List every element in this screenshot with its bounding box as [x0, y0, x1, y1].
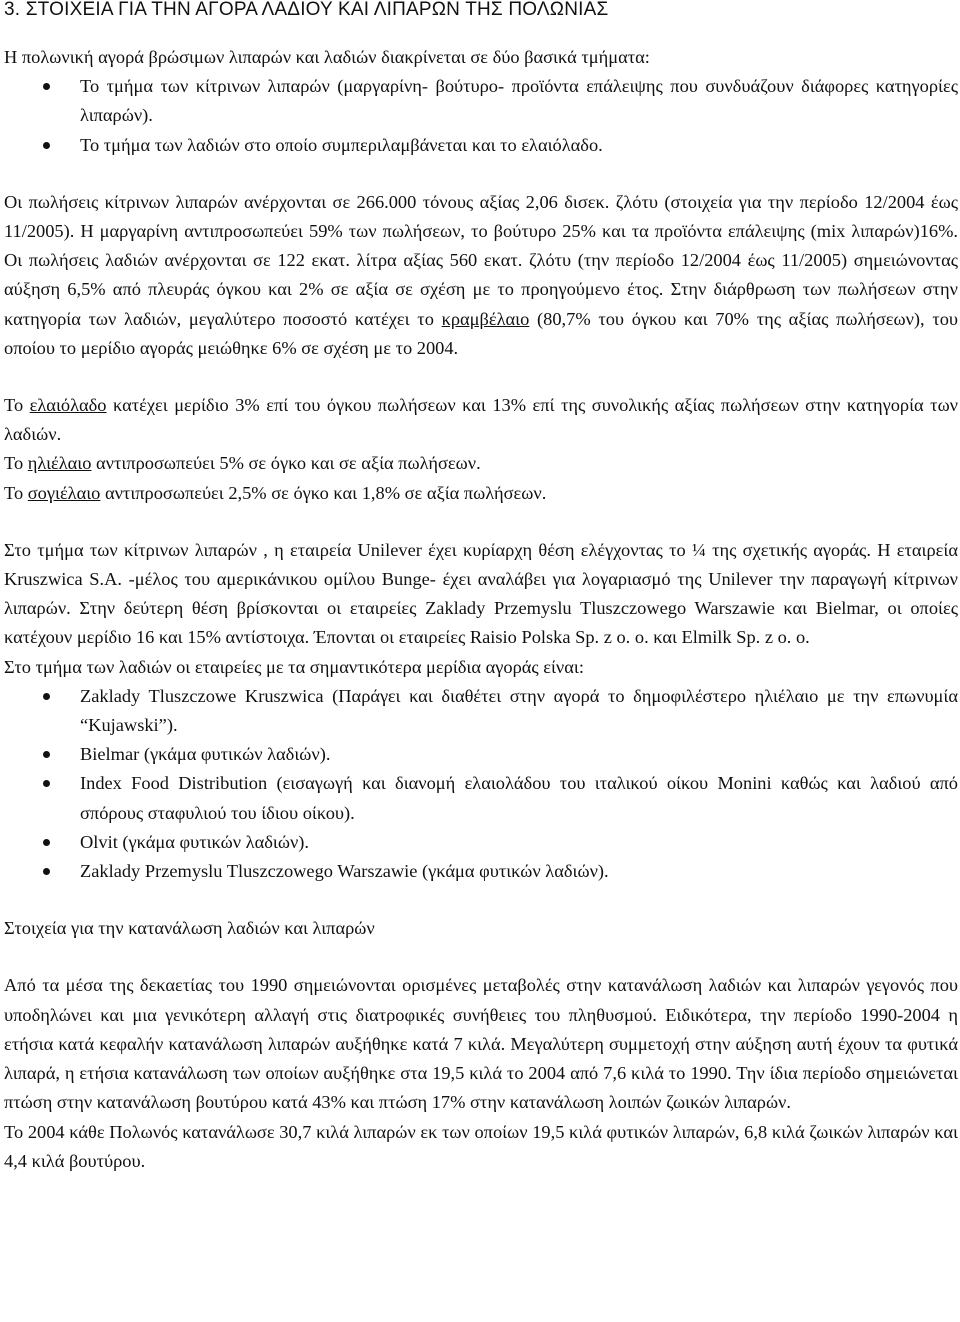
list-item: Το τμήμα των λαδιών στο οποίο συμπεριλαμβάνεται και το ελαιόλαδο. [80, 131, 958, 160]
consumption-heading: Στοιχεία για την κατανάλωση λαδιών και λιπαρών [4, 918, 375, 939]
soybean-oil-paragraph [4, 479, 958, 508]
consumption-2004-paragraph: Το 2004 κάθε Πολωνός κατανάλωσε 30,7 κιλά λιπαρών εκ των οποίων 19,5 κιλά φυτικών λιπαρών, 6,8 κιλά ζωικών λιπαρών και 4,4 κιλά βουτύρου. [4, 1121, 958, 1171]
list-item: Olvit (γκάμα φυτικών λαδιών). [80, 828, 958, 857]
sunflower-pre: Το [4, 453, 28, 474]
yellow-fats-paragraph: Στο τμήμα των κίτρινων λιπαρών , η εταιρεία Unilever έχει κυρίαρχη θέση ελέγχοντας το ¼ της σχετικής αγοράς. Η εταιρεία Kruszwica S.A. -μέλος του αμερικάνικου ομίλου Bunge- έχει αναλάβει για λογαριασμό της Unilever την παραγωγή κίτρινων λιπαρών. Στην δεύτερη θέση βρίσκονται οι εταιρείες Zaklady Przemyslu Tluszczowego Warszawie και Bielmar, οι οποίες κατέχουν μερίδιο 16 και 15% αντίστοιχα. Έπονται οι εταιρείες Raisio Polska Sp. z o. o. και Elmilk Sp. z o. o. [4, 539, 958, 648]
list-item: Το τμήμα των κίτρινων λιπαρών (μαργαρίνη- βούτυρο- προϊόντα επάλειψης που συνδυάζουν διάφορες κατηγορίες λιπαρών). [80, 72, 958, 130]
consumption-paragraph: Από τα μέσα της δεκαετίας του 1990 σημειώνονται ορισμένες μεταβολές στην κατανάλωση λαδιών και λιπαρών γεγονός που υποδηλώνει και μια γενικότερη αλλαγή στις διατροφικές συνήθειες του πληθυσμού. Ειδικότερα, την περίοδο 1990-2004 η ετήσια κατά κεφαλήν κατανάλωση λιπαρών αυξήθηκε κατά 7 κιλά. Μεγαλύτερη συμμετοχή στην αύξηση αυτή έχουν τα φυτικά λιπαρά, η ετήσια κατανάλωση των οποίων αυξήθηκε στα 19,5 κιλά το 2004 από 7,6 κιλά το 1990. Την ίδια περίοδο σημειώνεται πτώση στην κατανάλωση βουτύρου κατά 43% και πτώση 17% στην κατανάλωση λοιπών ζωικών λιπαρών. [4, 975, 958, 1113]
soy-post: αντιπροσωπεύει 2,5% σε όγκο και 1,8% σε αξία πωλήσεων. [100, 482, 547, 503]
list-item: Index Food Distribution (εισαγωγή και διανομή ελαιολάδου του ιταλικού οίκου Monini καθώς και λαδιού από σπόρους σταφυλιού του ίδιου οίκου). [80, 769, 958, 827]
sunflower-post: αντιπροσωπεύει 5% σε όγκο και σε αξία πωλήσεων. [91, 453, 481, 474]
sales-paragraph [4, 188, 958, 363]
list-item: Zaklady Przemyslu Tluszczowego Warszawie (γκάμα φυτικών λαδιών). [80, 857, 958, 886]
section-title: 3. ΣΤΟΙΧΕΙΑ ΓΙΑ ΤΗΝ ΑΓΟΡΑ ΛΑΔΙΟΥ ΚΑΙ ΛΙΠΑΡΩΝ ΤΗΣ ΠΟΛΩΝΙΑΣ [4, 0, 609, 20]
oil-companies-intro: Στο τμήμα των λαδιών οι εταιρείες με τα σημαντικότερα μερίδια αγοράς είναι: [4, 656, 584, 677]
olive-oil-term: ελαιόλαδο [29, 395, 107, 416]
rapeseed-oil-term: κραμβέλαιο [441, 308, 530, 329]
soy-pre: Το [4, 482, 28, 503]
olive-oil-paragraph [4, 391, 958, 449]
olive-pre: Το [4, 395, 30, 416]
sunflower-oil-term: ηλιέλαιο [27, 453, 92, 474]
market-segments-list [4, 72, 958, 160]
sales-text-part2: (80,7% του όγκου και 70% της αξίας πωλήσεων), του οποίου το μερίδιο αγοράς μειώθηκε 6% σε σχέση με το 2004. [4, 308, 959, 358]
olive-post: κατέχει μερίδιο 3% επί του όγκου πωλήσεων και 13% επί της συνολικής αξίας πωλήσεων στην κατηγορία των λαδιών. [4, 395, 958, 445]
intro-text: Η πολωνική αγορά βρώσιμων λιπαρών και λαδιών διακρίνεται σε δύο βασικά τμήματα: [4, 47, 650, 67]
soybean-oil-term: σογιέλαιο [27, 482, 101, 503]
oil-companies-list [4, 682, 958, 886]
sales-text-part1: Οι πωλήσεις κίτρινων λιπαρών ανέρχονται σε 266.000 τόνους αξίας 2,06 δισεκ. ζλότυ (στοιχεία για την περίοδο 12/2004 έως 11/2005). Η μαργαρίνη αντιπροσωπεύει 59% των πωλήσεων, το βούτυρο 25% και τα προϊόντα επάλειψης (mix λιπαρών)16%. Οι πωλήσεις λαδιών ανέρχονται σε 122 εκατ. λίτρα αξίας 560 εκατ. ζλότυ (την περίοδο 12/2004 έως 11/2005) σημειώνοντας αύξηση 6,5% από πλευράς όγκου και 2% σε αξία σε σχέση με το προηγούμενο έτος. Στην διάρθρωση των πωλήσεων στην κατηγορία των λαδιών, μεγαλύτερο ποσοστό κατέχει το [4, 191, 958, 329]
list-item: Zaklady Tluszczowe Kruszwica (Παράγει και διαθέτει στην αγορά το δημοφιλέστερο ηλιέλαιο με την επωνυμία “Kujawski”). [80, 682, 958, 740]
sunflower-oil-paragraph [4, 449, 958, 478]
list-item: Bielmar (γκάμα φυτικών λαδιών). [80, 740, 958, 769]
